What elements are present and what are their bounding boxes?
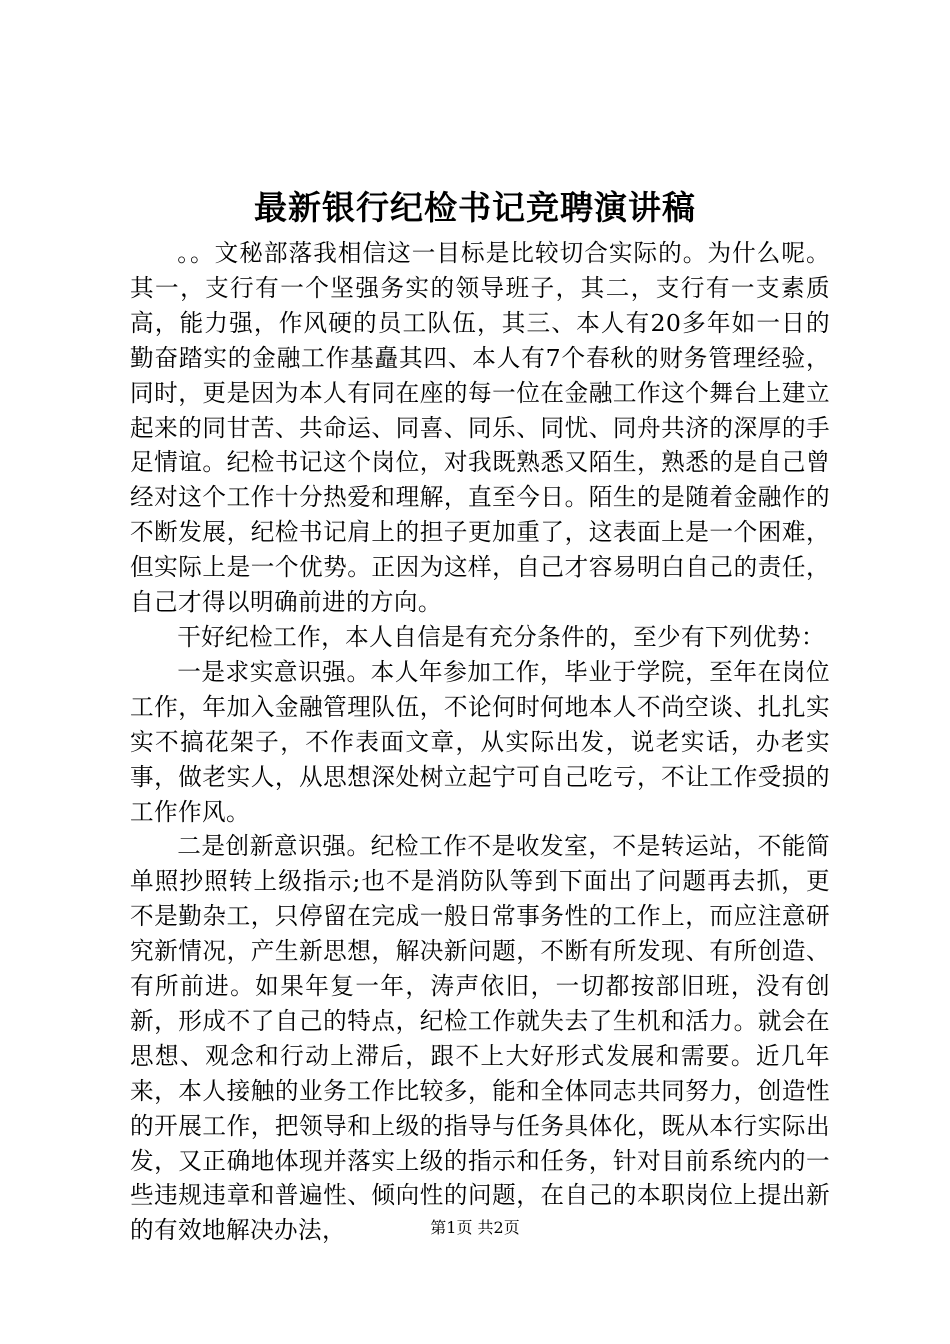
document-title: 最新银行纪检书记竞聘演讲稿	[254, 188, 696, 227]
paragraph: 一是求实意识强。本人年参加工作，毕业于学院，至年在岗位工作，年加入金融管理队伍，不论何时何地本人不尚空谈、扎扎实实不搞花架子，不作表面文章，从实际出发，说老实话，办老实事，做老实人，从思想深处树立起宁可自己吃亏，不让工作受损的工作作风。	[130, 657, 830, 826]
paragraph: 二是创新意识强。纪检工作不是收发室，不是转运站，不能简单照抄照转上级指示;也不是消防队等到下面出了问题再去抓，更不是勤杂工，只停留在完成一般日常事务性的工作上，而应注意研究新情况，产生新思想，解决新问题，不断有所发现、有所创造、有所前进。如果年复一年，涛声依旧，一切都按部旧班，没有创新，形成不了自己的特点，纪检工作就失去了生机和活力。就会在思想、观念和行动上滞后，跟不上大好形式发展和需要。近几年来，本人接触的业务工作比较多，能和全体同志共同努力，创造性的开展工作，把领导和上级的指导与任务具体化，既从本行实际出发，又正确地体现并落实上级的指示和任务，针对目前系统内的一些违规违章和普遍性、倾向性的问题，在自己的本职岗位上提出新的有效地解决办法，	[130, 832, 830, 1245]
document-body	[130, 236, 830, 1248]
paragraph: 。。文秘部落我相信这一目标是比较切合实际的。为什么呢。其一，支行有一个坚强务实的领导班子，其二，支行有一支素质高，能力强，作风硬的员工队伍，其三、本人有20多年如一日的勤奋踏实的金融工作基矗其四、本人有7个春秋的财务管理经验，同时，更是因为本人有同在座的每一位在金融工作这个舞台上建立起来的同甘苦、共命运、同喜、同乐、同忧、同舟共济的深厚的手足情谊。纪检书记这个岗位，对我既熟悉又陌生，熟悉的是自己曾经对这个工作十分热爱和理解，直至今日。陌生的是随着金融作的不断发展，纪检书记肩上的担子更加重了，这表面上是一个困难，但实际上是一个优势。正因为这样，自己才容易明白自己的责任，自己才得以明确前进的方向。	[130, 239, 830, 617]
paragraph: 干好纪检工作，本人自信是有充分条件的，至少有下列优势：	[177, 622, 826, 651]
page-number-footer: 第1页 共2页	[430, 1218, 520, 1237]
